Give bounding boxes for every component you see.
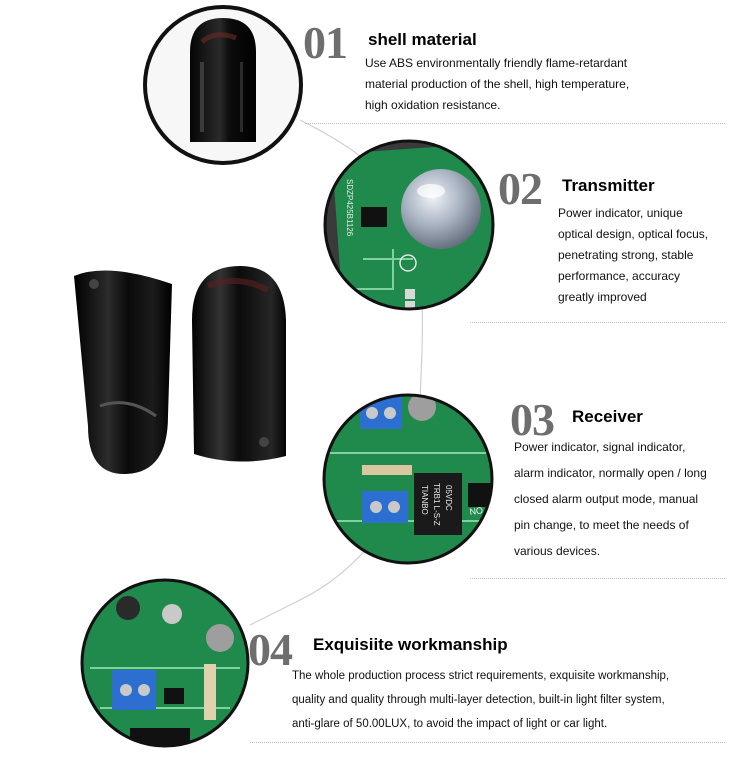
- terminal-label: NO N: [468, 503, 493, 517]
- separator-1: [305, 123, 725, 124]
- feature-2-line: Power indicator, unique: [558, 206, 683, 220]
- transmitter-board-photo: [323, 139, 495, 311]
- feature-1-description: [365, 53, 695, 116]
- feature-1-line: material production of the shell, high temperature,: [365, 77, 630, 91]
- separator-3: [470, 578, 725, 579]
- feature-2-line: performance, accuracy: [558, 269, 681, 283]
- feature-4-line: The whole production process strict requirements, exquisite workmanship,: [292, 670, 670, 682]
- feature-4-title: Exquisiite workmanship: [313, 635, 508, 654]
- feature-1-number: 01: [303, 17, 347, 68]
- feature-3-line: closed alarm output mode, manual: [514, 492, 699, 506]
- feature-2-line: penetrating strong, stable: [558, 248, 694, 262]
- feature-1-title: shell material: [368, 30, 477, 49]
- feature-1-line: Use ABS environmentally friendly flame-retardant: [365, 56, 628, 70]
- workmanship-board-photo: [80, 578, 250, 748]
- feature-4-line: anti-glare of 50.00LUX, to avoid the impact of light or car light.: [292, 718, 608, 730]
- shell-closeup-photo: [140, 2, 306, 168]
- feature-1-line: high oxidation resistance.: [365, 98, 501, 112]
- feature-3-line: pin change, to meet the needs of: [514, 518, 689, 532]
- relay-brand-label: TIANBO: [420, 485, 429, 515]
- feature-3-description: [514, 434, 726, 564]
- relay-voltage-label: 05VDC: [444, 485, 453, 511]
- feature-3-line: Power indicator, signal indicator,: [514, 440, 686, 454]
- separator-2: [470, 322, 725, 323]
- feature-2-number: 02: [498, 163, 542, 214]
- feature-2-line: greatly improved: [558, 290, 647, 304]
- product-shells-photo: [68, 256, 290, 478]
- feature-2-description: [558, 203, 728, 308]
- feature-4-description: [292, 664, 727, 736]
- feature-4-line: quality and quality through multi-layer detection, built-in light filter system,: [292, 694, 665, 706]
- feature-3-line: various devices.: [514, 544, 601, 558]
- feature-3-line: alarm indicator, normally open / long: [514, 466, 707, 480]
- transmitter-serial-label: SDZP425B1126: [345, 179, 354, 237]
- feature-2-title: Transmitter: [562, 176, 655, 195]
- relay-model-label: TRB1 L-S-Z: [432, 483, 441, 526]
- feature-3-title: Receiver: [572, 407, 643, 426]
- feature-3-number: 03: [510, 394, 554, 445]
- feature-2-line: optical design, optical focus,: [558, 227, 709, 241]
- feature-4-number: 04: [248, 624, 292, 675]
- separator-4: [250, 742, 725, 743]
- receiver-board-photo: [322, 393, 494, 565]
